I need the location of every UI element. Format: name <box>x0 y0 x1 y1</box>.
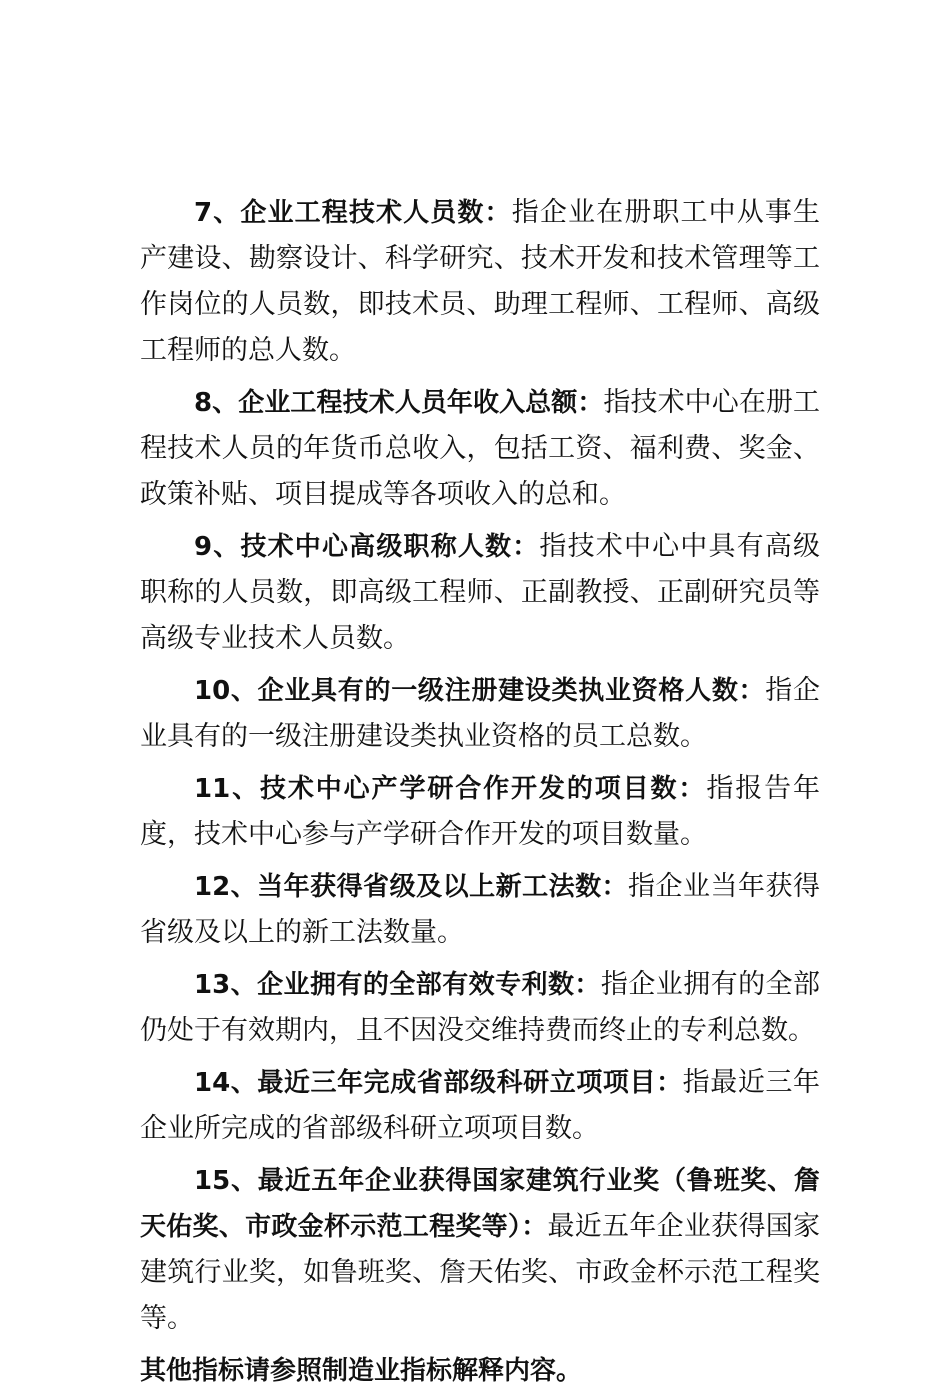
definition-term: 7、企业工程技术人员数： <box>194 198 512 228</box>
definition-term: 9、技术中心高级职称人数： <box>194 532 540 562</box>
definition-term: 14、最近三年完成省部级科研立项项目： <box>194 1068 683 1098</box>
definition-text: 指企业具有的一级注册建设类执业资格的员工总数。 <box>140 675 820 752</box>
definition-term: 11、技术中心产学研合作开发的项目数： <box>194 774 707 804</box>
definition-term: 8、企业工程技术人员年收入总额： <box>194 388 604 418</box>
definition-text: 指技术中心中具有高级职称的人员数，即高级工程师、正副教授、正副研究员等高级专业技术人员数。 <box>140 531 821 654</box>
definition-text: 指企业当年获得省级及以上的新工法数量。 <box>140 871 820 948</box>
definition-item-15 <box>140 1158 820 1342</box>
definition-term: 12、当年获得省级及以上新工法数： <box>194 872 629 902</box>
indicator-definitions <box>140 190 820 1394</box>
definition-text: 指技术中心在册工程技术人员的年货币总收入，包括工资、福利费、奖金、政策补贴、项目提成等各项收入的总和。 <box>140 387 821 510</box>
definition-item-10 <box>140 668 820 760</box>
definition-text: 指企业拥有的全部仍处于有效期内，且不因没交维持费而终止的专利总数。 <box>140 969 820 1046</box>
definition-text: 指报告年度，技术中心参与产学研合作开发的项目数量。 <box>140 773 820 850</box>
definition-text: 指最近三年企业所完成的省部级科研立项项目数。 <box>140 1067 821 1144</box>
closing-note: 其他指标请参照制造业指标解释内容。 <box>140 1356 583 1386</box>
definition-text: 最近五年企业获得国家建筑行业奖，如鲁班奖、詹天佑奖、市政金杯示范工程奖等。 <box>140 1211 820 1334</box>
definition-term: 10、企业具有的一级注册建设类执业资格人数： <box>194 676 766 706</box>
definition-item-7 <box>140 190 820 374</box>
definition-item-9 <box>140 524 820 662</box>
definition-item-14 <box>140 1060 820 1152</box>
definition-term: 15、最近五年企业获得国家建筑行业奖（鲁班奖、詹天佑奖、市政金杯示范工程奖等）： <box>140 1166 820 1242</box>
definition-text: 指企业在册职工中从事生产建设、勘察设计、科学研究、技术开发和技术管理等工作岗位的人员数，即技术员、助理工程师、工程师、高级工程师的总人数。 <box>140 197 821 366</box>
definition-item-8 <box>140 380 820 518</box>
definition-item-11 <box>140 766 820 858</box>
definition-term: 13、企业拥有的全部有效专利数： <box>194 970 601 1000</box>
definition-item-13 <box>140 962 820 1054</box>
definition-item-12 <box>140 864 820 956</box>
